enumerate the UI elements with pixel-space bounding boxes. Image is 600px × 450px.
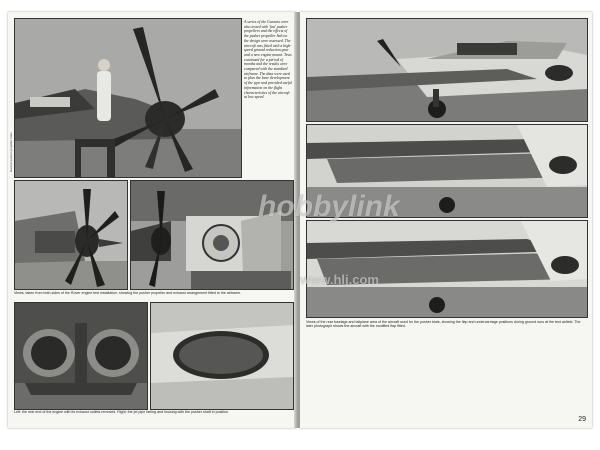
- watermark-url: www.hlj.com: [300, 272, 379, 287]
- right-page: [300, 12, 592, 428]
- body-text: A series of the Gannets were also tested with 'fan' pusher propellers and the effects of the pusher propeller hub on the design were assessed. The aircraft was fitted with a high-speed ground reduction gear and a new engine mount. Tests continued for a period of months and the results were compared with the standard airframe. The data were used to plan the later development of the type and provided useful information on the flight characteristics of the aircraft at low speed.: [244, 20, 292, 100]
- page-side-title: Gannet pusher propeller trials: [9, 132, 13, 172]
- photo-flap-detail: [306, 220, 588, 318]
- caption-bottom-left: Left: the rear end of the engine with its exhaust outlets removed. Right: the jet pipe fairing and housing with the pusher shaft in position.: [14, 410, 229, 414]
- photo-flap-extended: [306, 124, 588, 218]
- page-number: 29: [578, 416, 586, 423]
- photo-mechanic-propeller: [14, 18, 242, 178]
- photo-exhaust-outlets: [14, 302, 148, 410]
- photo-jetpipe-fairing: [150, 302, 294, 410]
- watermark-brand: hobbylink: [258, 190, 400, 223]
- photo-aircraft-wing-top: [306, 18, 588, 122]
- caption-bottom-right: Views of the rear fuselage and tailplane area of the aircraft used for the pusher trials, showing the flap and undercarriage positions during ground runs at the test airfield. The later photograph shows the aircraft with the modified flap fitted.: [306, 320, 581, 329]
- caption-middle: Views, taken from both sides of the Rover engine test installation, showing the pusher propeller and exhaust arrangement fitted to the airframe.: [14, 291, 242, 295]
- photo-nose-propeller: [14, 180, 128, 290]
- left-page: [8, 12, 296, 428]
- photo-engine-installation: [130, 180, 294, 290]
- magazine-spread: [8, 12, 592, 432]
